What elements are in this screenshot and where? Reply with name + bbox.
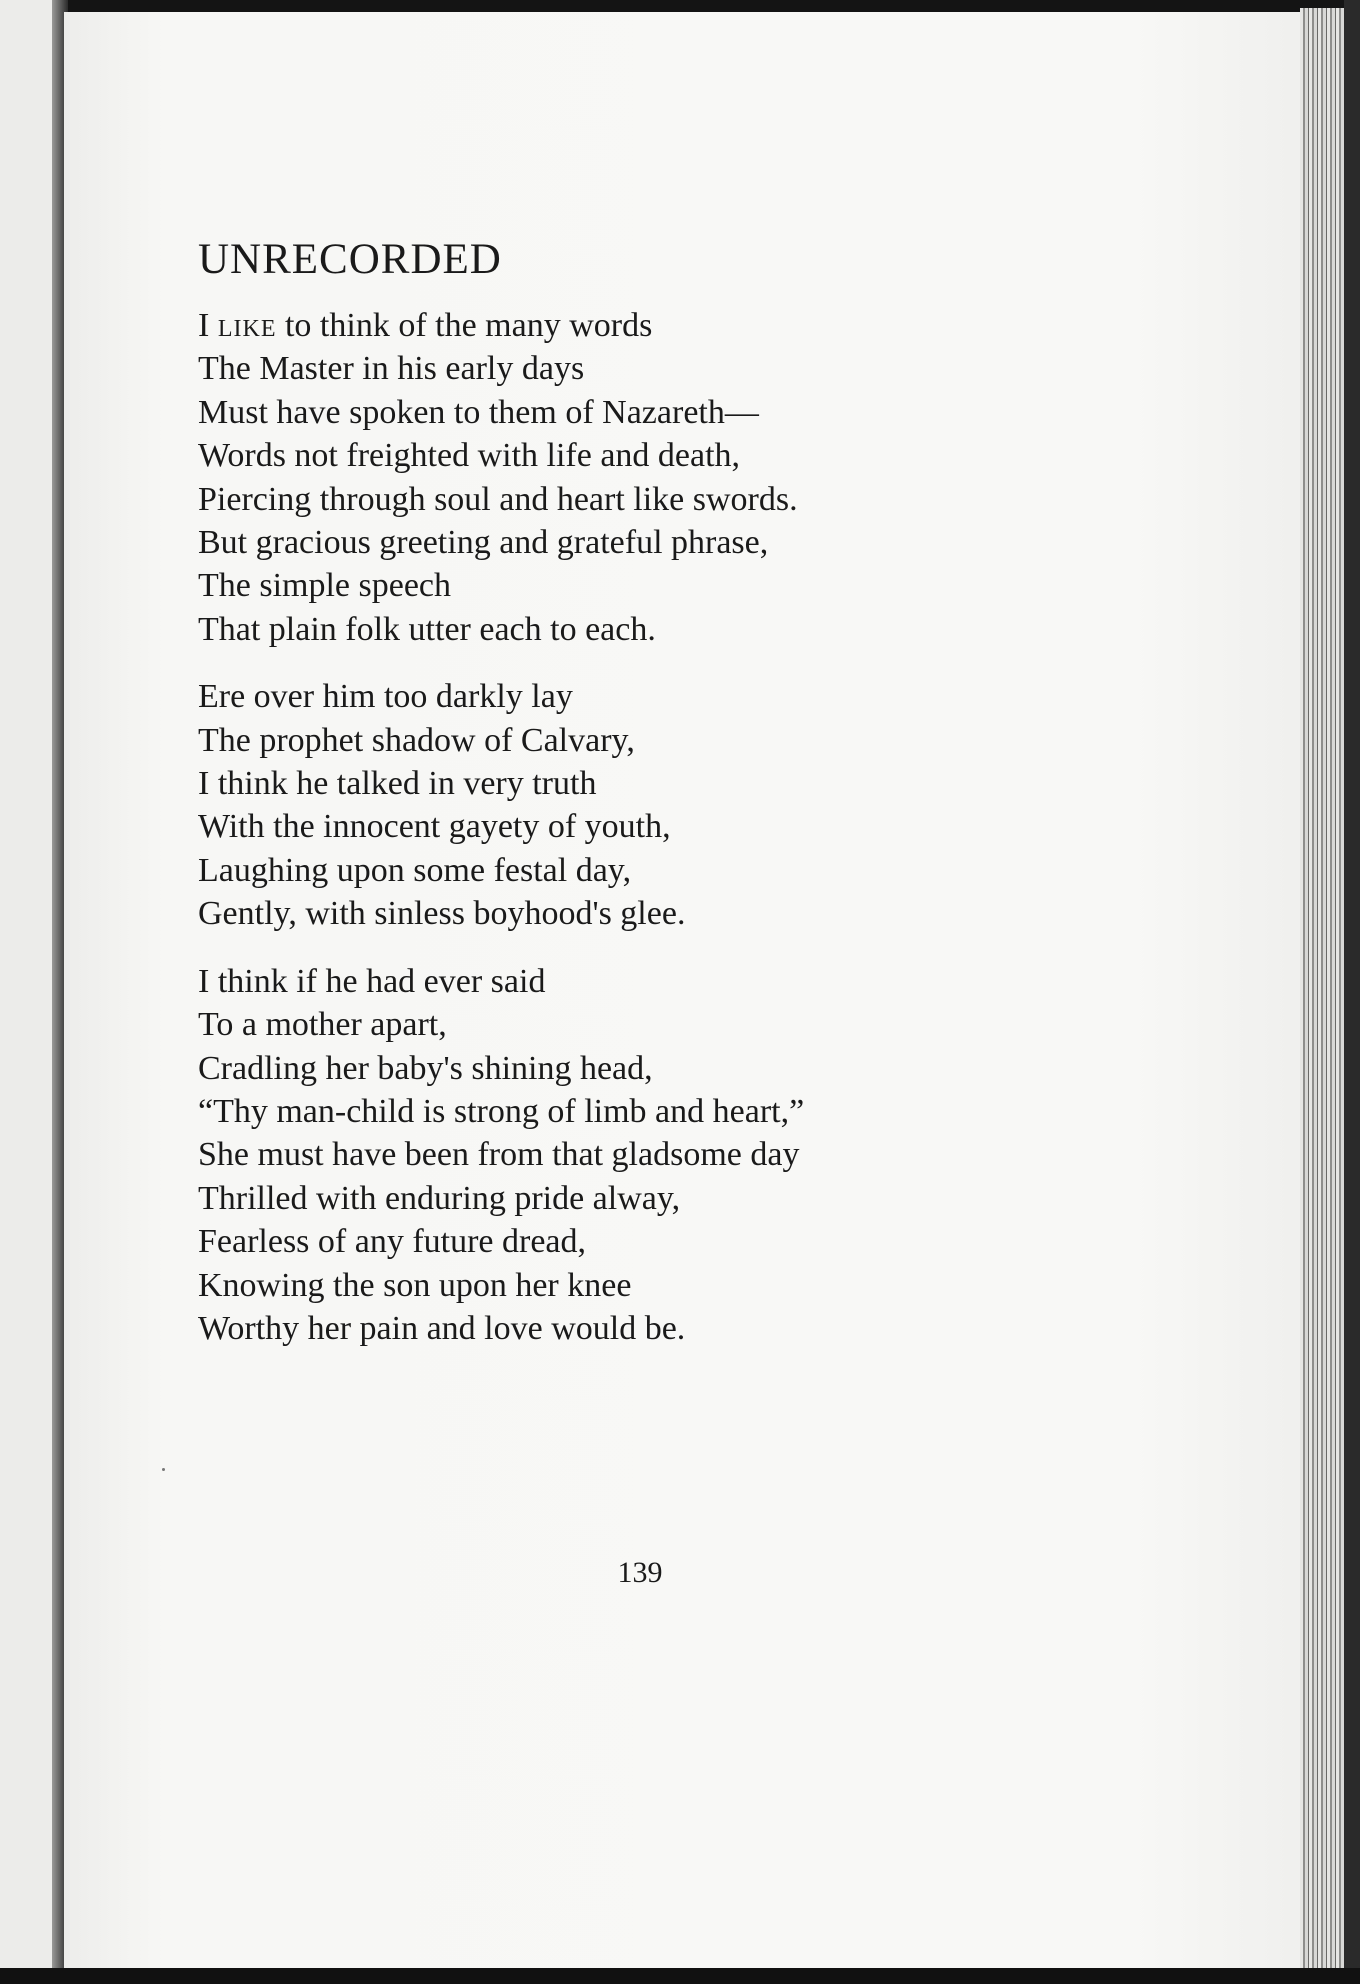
poem-line: I think if he had ever said xyxy=(198,962,546,1000)
small-caps-word: like xyxy=(217,307,277,344)
poem-line: I think he talked in very truth xyxy=(198,765,597,803)
scan-background-right xyxy=(1344,0,1360,1984)
poem-line: The Master in his early days xyxy=(198,350,585,388)
poem-line: The prophet shadow of Calvary, xyxy=(198,721,635,759)
poem-line: But gracious greeting and grateful phrase, xyxy=(198,524,769,562)
poem-line: “Thy man-child is strong of limb and heart,” xyxy=(198,1092,805,1130)
poem-line: Words not freighted with life and death, xyxy=(198,437,741,475)
poem-line: The simple speech xyxy=(198,567,452,605)
poem-line: Knowing the son upon her knee xyxy=(198,1266,632,1304)
stanza-3 xyxy=(198,960,1098,1351)
scan-background-bottom xyxy=(0,1968,1360,1984)
poem-line: Fearless of any future dread, xyxy=(198,1223,587,1261)
stanza-1 xyxy=(198,304,1098,651)
poem-title: UNRECORDED xyxy=(198,236,502,283)
poem-line xyxy=(198,304,1098,347)
first-word: I xyxy=(198,307,218,344)
poem-line: Ere over him too darkly lay xyxy=(198,678,573,716)
poem-line: She must have been from that gladsome day xyxy=(198,1136,800,1174)
poem-line: To a mother apart, xyxy=(198,1006,447,1044)
first-line-rest: to think of the many words xyxy=(276,307,653,344)
poem-line: Thrilled with enduring pride alway, xyxy=(198,1179,681,1217)
poem-line: Gently, with sinless boyhood's glee. xyxy=(198,895,686,933)
poem-line: Must have spoken to them of Nazareth— xyxy=(198,393,759,431)
poem-line: Laughing upon some festal day, xyxy=(198,851,632,889)
page-number: 139 xyxy=(617,1556,663,1589)
poem xyxy=(198,228,1098,1374)
poem-line: Cradling her baby's shining head, xyxy=(198,1049,653,1087)
stanza-2 xyxy=(198,675,1098,935)
poem-line: Worthy her pain and love would be. xyxy=(198,1309,686,1347)
paper-speck xyxy=(162,1468,165,1471)
poem-line: Piercing through soul and heart like swords. xyxy=(198,480,798,518)
poem-line: With the innocent gayety of youth, xyxy=(198,808,671,846)
poem-line: That plain folk utter each to each. xyxy=(198,610,656,648)
